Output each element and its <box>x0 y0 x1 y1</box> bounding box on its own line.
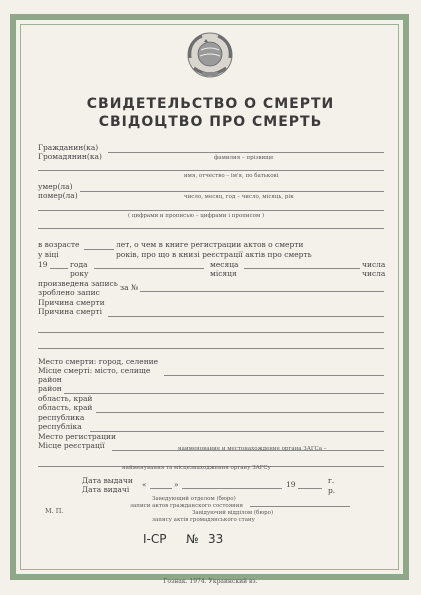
died-line <box>80 191 384 192</box>
citizen-label-ru: Гражданин(ка) <box>38 143 99 152</box>
title-ukrainian: СВІДОЦТВО ПРО СМЕРТЬ <box>98 114 323 130</box>
regplace-label-uk: Місце реєстрації <box>38 441 105 450</box>
district-label-uk: район <box>38 384 62 393</box>
day-label-ru: числа <box>362 260 386 269</box>
republic-label-ru: республика <box>38 413 85 422</box>
printer-footer: Гознак. 1974. Украинский вз. <box>163 578 258 585</box>
place-label-uk: Місце смерті: місто, селище <box>38 366 151 375</box>
republic-line <box>90 431 384 432</box>
head-title-ru-1: Заведующий отделом (бюро) <box>152 496 236 502</box>
signature-line <box>250 506 350 507</box>
month-label-ru: месяца <box>210 260 239 269</box>
day-line <box>244 268 360 269</box>
date-words-line <box>38 210 384 211</box>
name-hint: имя, отчество – ім'я, по батькові <box>184 173 279 179</box>
serial-series: I-СР <box>143 532 167 546</box>
head-title-uk-2: запису актів громадянського стану <box>152 517 255 523</box>
died-label-ru: умер(ла) <box>38 182 73 191</box>
month-label-uk: місяця <box>210 269 237 278</box>
issue-year-prefix: 19 <box>286 480 296 489</box>
place-line <box>164 375 384 376</box>
republic-label-uk: республіка <box>38 422 82 431</box>
issue-year-line <box>298 488 322 489</box>
issue-quote-close: » <box>174 480 179 489</box>
issue-day-line <box>150 488 172 489</box>
name-line <box>38 170 384 171</box>
place-label-ru: Место смерти: город, селение <box>38 357 159 366</box>
ussr-emblem-icon <box>182 28 238 84</box>
years-text-uk: років, про що в книзі реєстрації актів про смерть <box>116 250 312 259</box>
oblast-label-uk: область, край <box>38 403 93 412</box>
issue-month-line <box>182 488 282 489</box>
day-label-uk: числа <box>362 269 386 278</box>
record-number-line <box>140 291 384 292</box>
serial-number: 33 <box>208 532 224 546</box>
district-line <box>64 393 384 394</box>
serial-number-sign: № <box>186 532 199 546</box>
record-label-ru: произведена запись <box>38 279 118 288</box>
org-hint-uk: найменування та місцезнаходження органу ЗАГСу <box>122 465 271 471</box>
cause-label-ru: Причина смерти <box>38 298 105 307</box>
year-label-uk: року <box>70 269 89 278</box>
head-title-ru-2: записи актов гражданского состояния <box>130 503 243 509</box>
age-label-uk: у віці <box>38 250 59 259</box>
died-label-uk: помер(ла) <box>38 191 78 200</box>
org-hint-ru: наименование и местонахождение органа ЗАГСа – <box>178 446 327 452</box>
year-line <box>50 268 68 269</box>
title-russian: СВИДЕТЕЛЬСТВО О СМЕРТИ <box>86 96 335 112</box>
years-text-ru: лет, о чем в книге регистрации актов о смерти <box>116 240 304 249</box>
oblast-line <box>96 412 384 413</box>
issue-quote-open: « <box>142 480 147 489</box>
stamp-place-label: М. П. <box>45 507 64 515</box>
cause-label-uk: Причина смерті <box>38 307 102 316</box>
issue-date-label-uk: Дата видачі <box>82 485 130 494</box>
head-title-uk-1: Завідуючий відділом (бюро) <box>192 510 274 516</box>
number-label: за № <box>120 283 139 292</box>
cause-line-3 <box>38 348 384 349</box>
district-label-ru: район <box>38 375 62 384</box>
blank-line <box>38 228 384 229</box>
surname-hint: фамилия – прізвище <box>214 155 274 161</box>
cause-line-2 <box>38 332 384 333</box>
age-line <box>84 249 114 250</box>
digits-hint: ( цифрами и прописью – цифрами і прописом ) <box>128 213 265 219</box>
oblast-label-ru: область, край <box>38 394 93 403</box>
year-label-ru: года <box>70 260 88 269</box>
issue-date-label-ru: Дата выдачи <box>82 476 133 485</box>
regplace-label-ru: Место регистрации <box>38 432 116 441</box>
citizen-line <box>108 152 384 153</box>
cause-line <box>108 316 384 317</box>
year-prefix: 19 <box>38 260 48 269</box>
month-line <box>94 268 204 269</box>
issue-r-label: р. <box>328 486 336 495</box>
date-hint: число, месяц, год – число, місяць, рік <box>184 194 294 200</box>
record-label-uk: зроблено запис <box>38 288 100 297</box>
issue-g-label: г. <box>328 476 335 485</box>
age-label-ru: в возрасте <box>38 240 80 249</box>
citizen-label-uk: Громадянин(ка) <box>38 152 102 161</box>
